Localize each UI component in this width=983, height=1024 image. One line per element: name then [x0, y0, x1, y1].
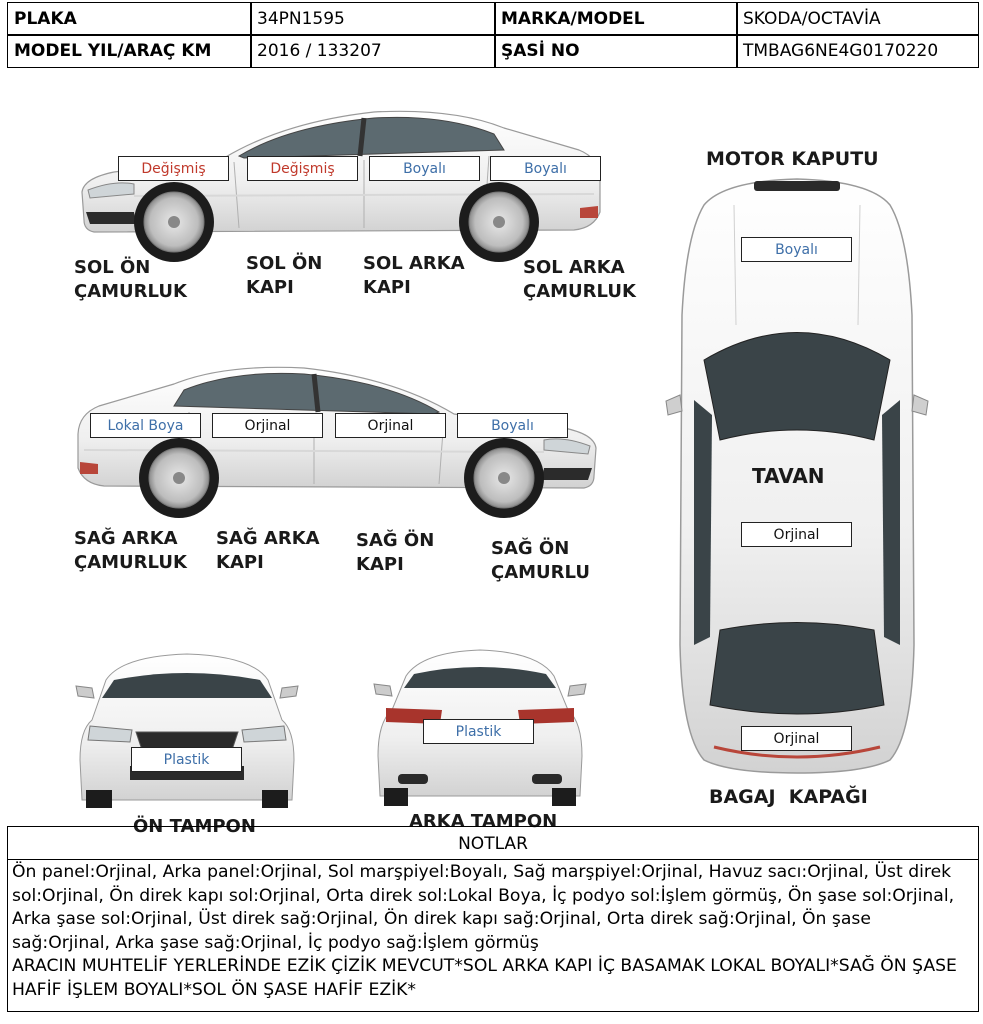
right-front-fender-label: SAĞ ÖN ÇAMURLU: [491, 538, 590, 583]
trunk-label: BAGAJ KAPAĞI: [709, 786, 868, 808]
notes-body: Ön panel:Orjinal, Arka panel:Orjinal, Sol marşpiyel:Boyalı, Sağ marşpiyel:Orjinal, Havuz sacı:Orjinal, Üst direk sol:Orjinal, Ön direk kapı sol:Orjinal, Orta direk sol:Lokal Boya, İç podyo sol:İşlem görmüş, Ön şase sol:Orjinal, Arka şase sol:Orjinal, Üst direk sağ:Orjinal, Ön direk kapı sağ:Orjinal, Orta direk sağ:Orjinal, Ön şase sağ:Orjinal, Arka şase sağ:Orjinal, İç podyo sağ:İşlem görmüş ARACIN MUHTELİF YERLERİNDE EZİK ÇİZİK MEVCUT*SOL ARKA KAPI İÇ BASAMAK LOKAL BOYALI*SAĞ ÖN ŞASE HAFİF İŞLEM BOYALI*SOL ÖN ŞASE HAFİF EZİK*: [12, 862, 957, 1000]
hood-status: Boyalı: [741, 237, 852, 262]
chassis-label: ŞASİ NO: [501, 40, 580, 61]
left-front-door-label: SOL ÖN KAPI: [246, 253, 323, 298]
brand-label: MARKA/MODEL: [501, 8, 645, 29]
right-rear-door-status: Orjinal: [212, 413, 323, 438]
year-km-label: MODEL YIL/ARAÇ KM: [14, 40, 212, 61]
front-bumper-label: ÖN TAMPON: [133, 816, 256, 837]
rear-bumper-status: Plastik: [423, 719, 534, 744]
notes-panel: [7, 826, 979, 1012]
front-view-car-image: [72, 650, 302, 812]
front-bumper-status: Plastik: [131, 747, 242, 772]
left-rear-door-status: Boyalı: [369, 156, 480, 181]
right-front-door-label: SAĞ ÖN KAPI: [356, 530, 435, 575]
right-rear-fender-label: SAĞ ARKA ÇAMURLUK: [74, 528, 187, 573]
right-rear-fender-status: Lokal Boya: [90, 413, 201, 438]
chassis-value: TMBAG6NE4G0170220: [743, 40, 939, 61]
roof-status: Orjinal: [741, 522, 852, 547]
rear-bumper-label: ARKA TAMPON: [409, 811, 558, 832]
left-rear-fender-status: Boyalı: [490, 156, 601, 181]
plate-label: PLAKA: [14, 8, 77, 29]
left-front-fender-label: SOL ÖN ÇAMURLUK: [74, 257, 187, 302]
left-front-door-status: Değişmiş: [247, 156, 358, 181]
roof-label: TAVAN: [752, 464, 825, 488]
trunk-status: Orjinal: [741, 726, 852, 751]
right-front-door-status: Orjinal: [335, 413, 446, 438]
notes-title: NOTLAR: [8, 827, 978, 860]
hood-label: MOTOR KAPUTU: [706, 148, 879, 170]
left-front-fender-status: Değişmiş: [118, 156, 229, 181]
plate-value: 34PN1595: [257, 8, 345, 29]
year-km-value: 2016 / 133207: [257, 40, 382, 61]
left-rear-door-label: SOL ARKA KAPI: [363, 253, 465, 298]
brand-value: SKODA/OCTAVİA: [743, 8, 881, 29]
left-rear-fender-label: SOL ARKA ÇAMURLUK: [523, 257, 636, 302]
right-front-fender-status: Boyalı: [457, 413, 568, 438]
right-rear-door-label: SAĞ ARKA KAPI: [216, 528, 320, 573]
left-side-car-image: [74, 100, 604, 265]
vehicle-info-table: [7, 2, 979, 68]
right-side-car-image: [74, 356, 604, 521]
